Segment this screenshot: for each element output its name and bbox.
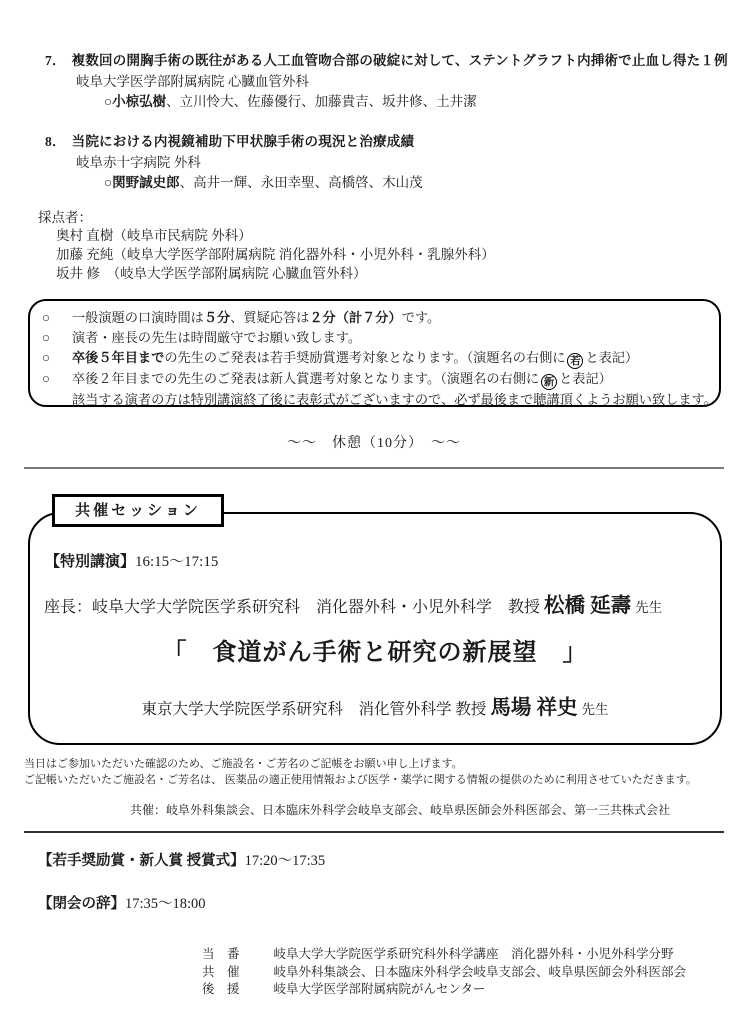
chair-affiliation: 座長：岐阜大学大学院医学系研究科 消化器外科・小児外科学 教授 bbox=[44, 599, 541, 616]
organizer-row-koen bbox=[202, 981, 686, 999]
speaker-name: 馬場 祥史 bbox=[490, 697, 578, 719]
speaker-honorific: 先生 bbox=[581, 702, 609, 717]
award-ceremony-line bbox=[38, 849, 325, 870]
organizer-label: 当 番 bbox=[202, 947, 240, 961]
session-speaker-line bbox=[30, 690, 720, 720]
note-line-1 bbox=[42, 308, 709, 328]
note-line-2-text: 演者・座長の先生は時間厳守でお願い致します。 bbox=[72, 330, 362, 345]
organizer-label: 後 援 bbox=[202, 982, 240, 996]
circle-bullet-icon: ○ bbox=[42, 350, 50, 365]
special-lecture-heading bbox=[45, 550, 218, 571]
presentation-7-copresenters: 、立川怜大、佐藤優行、加藤貴吉、坂井修、土井潔 bbox=[166, 94, 477, 109]
closing-remarks-label: 【閉会の辞】 bbox=[38, 896, 125, 912]
session-chair-line bbox=[44, 588, 662, 618]
award-ceremony-label: 【若手奨励賞・新人賞 授賞式】 bbox=[38, 853, 245, 869]
presentation-8-lead-presenter: ○関野誠史郎 bbox=[104, 175, 180, 190]
presentation-7-title-text: 複数回の開胸手術の既往がある人工血管吻合部の破綻に対して、ステントグラフト内挿術で止血し得た１例 bbox=[71, 53, 728, 68]
presentation-8-affiliation: 岐阜赤十字病院 外科 bbox=[76, 155, 201, 170]
note-line-2 bbox=[42, 328, 709, 348]
circle-bullet-icon: ○ bbox=[42, 371, 50, 386]
registration-note-2: ご記帳いただいたご施設名・ご芳名は、 医薬品の適正使用情報および医学・薬学に関する情報の提供のために利用させていただきます。 bbox=[24, 774, 697, 786]
special-lecture-label: 【特別講演】 bbox=[45, 554, 136, 570]
lecture-title: 「 食道がん手術と研究の新展望 」 bbox=[162, 640, 588, 666]
chair-honorific: 先生 bbox=[635, 600, 663, 615]
note-line-3 bbox=[42, 348, 709, 369]
scorer-row-2: 加藤 充純（岐阜大学医学部附属病院 消化器外科・小児外科・乳腺外科） bbox=[56, 247, 495, 262]
presentation-8-copresenters: 、高井一輝、永田幸聖、高橋啓、木山茂 bbox=[179, 175, 423, 190]
registration-note-1: 当日はご参加いただいた確認のため、ご施設名・ご芳名のご記帳をお願い申し上げます。 bbox=[24, 758, 463, 770]
section-divider-bottom bbox=[24, 831, 724, 833]
presentation-8-number: 8． bbox=[45, 134, 66, 149]
presentation-7-number: 7． bbox=[45, 53, 66, 68]
note-line-4 bbox=[42, 369, 709, 390]
note-line-1-text: 一般演題の口演時間は５分、質疑応答は２分（計７分）です。 bbox=[72, 310, 441, 325]
break-line: ～～ 休憩（10分） ～～ bbox=[287, 436, 461, 451]
scorer-row-1: 奥村 直樹（岐阜市民病院 外科） bbox=[56, 228, 252, 243]
scorer-row-3: 坂井 修 （岐阜大学医学部附属病院 心臓血管外科） bbox=[56, 266, 367, 281]
special-lecture-time: 16:15～17:15 bbox=[135, 554, 219, 570]
cosponsored-session-tab: 共催セッション bbox=[52, 494, 224, 527]
scorers-heading: 採点者： bbox=[38, 210, 92, 225]
circle-bullet-icon: ○ bbox=[42, 310, 50, 325]
organizers-block bbox=[202, 946, 686, 999]
note-line-5: 該当する演者の方は特別講演終了後に表彰式がございますので、必ず最後まで聴講頂くようお願い致します。 bbox=[72, 392, 717, 407]
presentation-8-title-text: 当院における内視鏡補助下甲状腺手術の現況と治療成績 bbox=[71, 134, 415, 149]
organizer-value: 岐阜外科集談会、日本臨床外科学会岐阜支部会、岐阜県医師会外科医部会 bbox=[273, 964, 687, 979]
circled-shin-badge-icon: 新 bbox=[541, 374, 557, 390]
organizer-value: 岐阜大学医学部附属病院がんセンター bbox=[273, 982, 486, 996]
circled-waka-badge-icon: 若 bbox=[567, 353, 583, 369]
closing-remarks-line bbox=[38, 892, 206, 913]
presentation-7-affiliation: 岐阜大学医学部附属病院 心臓血管外科 bbox=[76, 74, 309, 89]
presentation-8-title bbox=[45, 130, 414, 150]
closing-remarks-time: 17:35～18:00 bbox=[125, 896, 206, 912]
circle-bullet-icon: ○ bbox=[42, 330, 50, 345]
cosponsor-line: 共催：岐阜外科集談会、日本臨床外科学会岐阜支部会、岐阜県医師会外科医部会、第一三共株式会社 bbox=[130, 803, 671, 817]
speaker-affiliation: 東京大学大学院医学系研究科 消化管外科学 教授 bbox=[141, 701, 487, 718]
section-divider-top bbox=[24, 467, 724, 469]
presentation-7-lead-presenter: ○小椋弘樹 bbox=[104, 94, 167, 109]
note-line-3-text: 卒後５年目までの先生のご発表は若手奨励賞選考対象となります。（演題名の右側に 若 と表記） bbox=[72, 350, 639, 367]
presentation-7-title bbox=[45, 49, 728, 69]
presentation-8-presenters bbox=[104, 171, 423, 191]
note-line-4-text: 卒後２年目までの先生のご発表は新人賞選考対象となります。（演題名の右側に 新 と表記） bbox=[72, 371, 612, 388]
general-notes-box bbox=[28, 299, 721, 407]
award-ceremony-time: 17:20～17:35 bbox=[244, 853, 326, 869]
presentation-7-presenters bbox=[104, 90, 477, 110]
organizer-row-kyosai bbox=[202, 964, 686, 982]
chair-name: 松橋 延壽 bbox=[544, 595, 632, 617]
organizer-value: 岐阜大学大学院医学系研究科外科学講座 消化器外科・小児外科学分野 bbox=[273, 947, 674, 961]
organizer-row-toban bbox=[202, 946, 686, 964]
organizer-label: 共 催 bbox=[202, 964, 240, 979]
special-lecture-box bbox=[28, 512, 722, 745]
